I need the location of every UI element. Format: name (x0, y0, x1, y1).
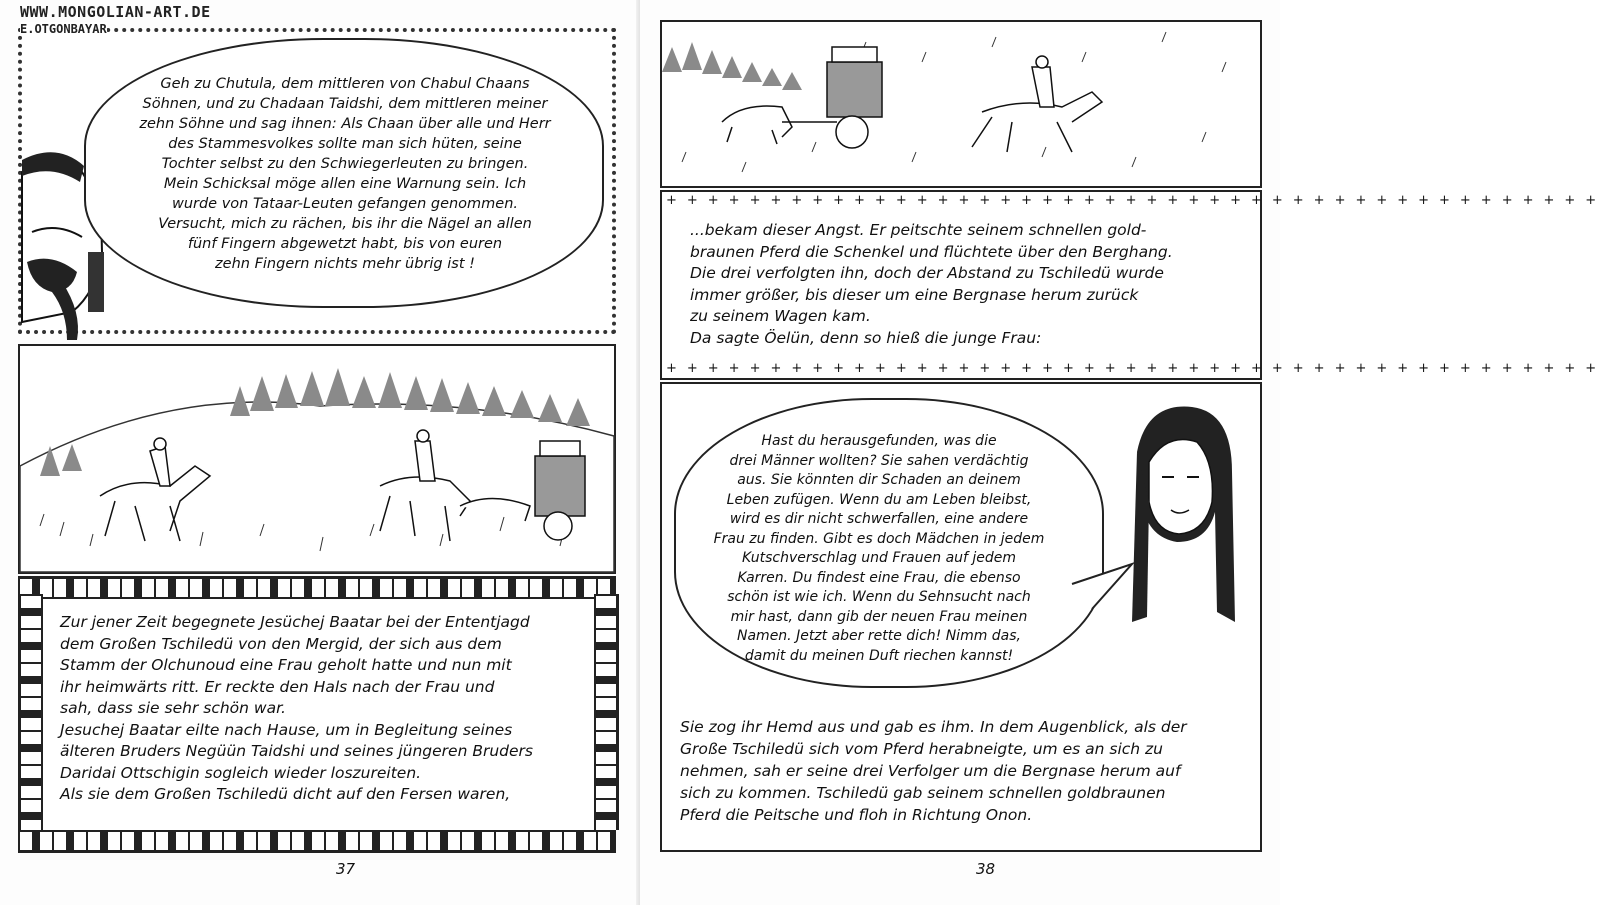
ornament-border-top (18, 576, 616, 599)
speech-line: Frau zu finden. Gibt es doch Mädchen in jedem (713, 530, 1045, 547)
speech-line: Kutschverschlag und Frauen auf jedem (741, 550, 1017, 566)
speech-line: Hast du herausgefunden, was die (761, 433, 997, 449)
panel-narration-left (18, 576, 616, 850)
ornament-border-right (594, 594, 619, 830)
speech-text-oelun (684, 432, 1074, 666)
speech-line: Mein Schicksal möge allen eine Warnung sein. Ich (163, 176, 527, 192)
panel-elder-speech (18, 28, 616, 334)
narration-line: sich zu kommen. Tschiledü gab seinem schnellen goldbraunen (680, 784, 1166, 802)
narration-line: Als sie dem Großen Tschiledü dicht auf den Fersen waren, (60, 785, 511, 803)
narration-line: Jesuchej Baatar eilte nach Hause, um in Begleitung seines (60, 720, 513, 739)
narration-line: Daridai Ottschigin sogleich wieder loszureiten. (60, 763, 422, 782)
cross-border-bottom: +++++++++++++++++++++++++++++++++++++++++++++ (666, 361, 1606, 376)
narration-line: Zur jener Zeit begegnete Jesüchej Baatar bei der Ententjagd (60, 613, 530, 631)
speech-line: Namen. Jetzt aber rette dich! Nimm das, (737, 628, 1021, 644)
narration-line: Da sagte Öelün, denn so hieß die junge Frau: (690, 328, 1042, 347)
narration-line: dem Großen Tschiledü von den Mergid, der sich aus dem (60, 634, 502, 653)
panel-cart-rider (660, 20, 1262, 188)
speech-line: Geh zu Chutula, dem mittleren von Chabul Chaans (160, 76, 530, 92)
speech-line: fünf Fingern abgewetzt habt, bis von euren (187, 236, 503, 252)
page-number-right: 38 (976, 860, 996, 878)
riders-illustration (20, 346, 614, 572)
speech-line: damit du meinen Duft riechen kannst! (744, 647, 1014, 664)
narration-text-top-right (690, 220, 1250, 349)
watermark-author: E.OTGONBAYAR (20, 22, 107, 36)
panel-riders-landscape (18, 344, 616, 574)
ornament-border-left (18, 594, 43, 830)
narration-line: zu seinem Wagen kam. (690, 307, 871, 325)
cross-border-top: +++++++++++++++++++++++++++++++++++++++++++++ (666, 193, 1606, 208)
speech-line: aus. Sie könnten dir Schaden an deinem (737, 472, 1021, 488)
narration-line: nehmen, sah er seine drei Verfolger um die Bergnase herum auf (680, 762, 1181, 780)
speech-line: Leben zufügen. Wenn du am Leben bleibst, (726, 491, 1032, 508)
right-page (640, 0, 1606, 905)
narration-text-left (60, 612, 580, 806)
speech-line: Tochter selbst zu den Schwiegerleuten zu bringen. (161, 156, 529, 172)
narration-line: braunen Pferd die Schenkel und flüchtete über den Berghang. (690, 242, 1173, 261)
speech-line: Karren. Du findest eine Frau, die ebenso (737, 569, 1021, 586)
speech-line: zehn Söhne und sag ihnen: Als Chaan über alle und Herr (139, 116, 551, 132)
speech-line: mir hast, dann gib der neuen Frau meinen (730, 608, 1028, 625)
narration-line: Die drei verfolgten ihn, doch der Abstand zu Tschiledü wurde (690, 264, 1164, 282)
speech-text-elder (110, 74, 580, 274)
speech-tail-oelun (1062, 564, 1142, 624)
narration-text-bottom-right (680, 716, 1250, 826)
speech-line: schön ist wie ich. Wenn du Sehnsucht nach (727, 589, 1031, 605)
speech-line: wird es dir nicht schwerfallen, eine andere (729, 511, 1029, 527)
panel-narration-top-right (660, 190, 1606, 380)
ox-cart (722, 47, 882, 148)
watermark-site: WWW.MONGOLIAN-ART.DE (20, 3, 211, 21)
left-page (0, 0, 640, 905)
narration-line: Sie zog ihr Hemd aus und gab es ihm. In dem Augenblick, als der (680, 718, 1187, 736)
ornament-border-bottom (18, 830, 616, 853)
galloping-rider (972, 56, 1102, 152)
speech-line: drei Männer wollten? Sie sahen verdächtig (729, 452, 1029, 469)
narration-line: ihr heimwärts ritt. Er reckte den Hals nach der Frau und (60, 677, 495, 696)
narration-line: immer größer, bis dieser um eine Bergnase herum zurück (690, 285, 1139, 304)
speech-line: zehn Fingern nichts mehr übrig ist ! (215, 256, 475, 272)
narration-line: sah, dass sie sehr schön war. (60, 699, 286, 717)
narration-line: ...bekam dieser Angst. Er peitschte seinem schnellen gold- (690, 221, 1147, 239)
cart-rider-illustration (662, 22, 1260, 186)
narration-line: Pferd die Peitsche und floh in Richtung Onon. (680, 806, 1033, 824)
page-number-left: 37 (336, 860, 356, 878)
narration-line: älteren Bruders Negüün Taidshi und seines jüngeren Bruders (60, 742, 533, 760)
narration-line: Große Tschiledü sich vom Pferd herabneigte, um es an sich zu (680, 740, 1163, 758)
speech-line: Versucht, mich zu rächen, bis ihr die Nägel an allen (158, 216, 532, 232)
narration-line: Stamm der Olchunoud eine Frau geholt hatte und nun mit (60, 656, 512, 674)
speech-line: des Stammesvolkes sollte man sich hüten, seine (168, 136, 522, 152)
speech-line: wurde von Tataar-Leuten gefangen genommen. (171, 196, 519, 212)
speech-line: Söhnen, und zu Chadaan Taidshi, dem mittleren meiner (142, 96, 548, 112)
panel-oelun-speech (660, 382, 1262, 852)
